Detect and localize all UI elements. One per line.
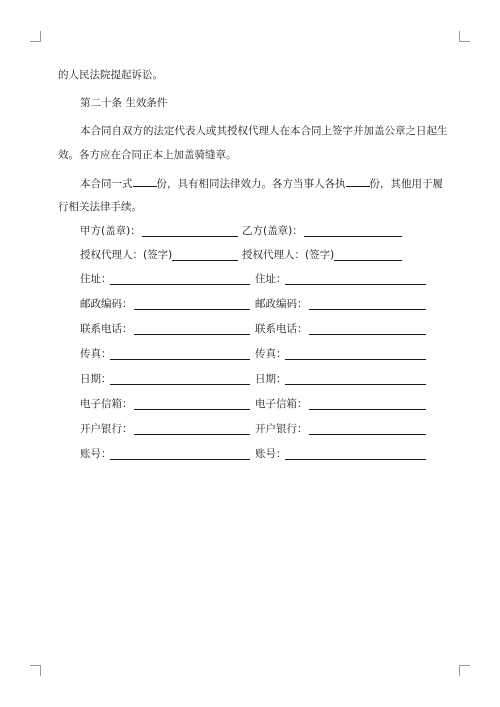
agent-a-line[interactable] (172, 260, 238, 261)
field-label-right: 联系电话： (255, 323, 308, 335)
field-label-right: 开户银行： (255, 423, 308, 435)
field-line-right[interactable] (309, 409, 426, 410)
copies-count-blank[interactable] (133, 176, 157, 187)
field-line-right[interactable] (309, 434, 426, 435)
field-line-right[interactable] (285, 384, 426, 385)
signature-row-field (80, 322, 430, 336)
field-label-right: 账号： (255, 448, 287, 460)
signature-row-field (80, 397, 430, 411)
field-line-right[interactable] (285, 359, 426, 360)
copies-text-part3: 份，其他用于履 (369, 178, 443, 190)
field-line-left[interactable] (110, 459, 250, 460)
field-label-left: 联系电话： (80, 323, 133, 335)
field-line-left[interactable] (134, 409, 250, 410)
field-label-left: 账号： (80, 448, 112, 460)
paragraph-effectiveness-line1: 本合同自双方的法定代表人或其授权代理人在本合同上签字并加盖公章之日起生 (80, 125, 448, 137)
field-line-left[interactable] (134, 434, 250, 435)
paragraph-effectiveness-line2: 效。各方应在合同正本上加盖骑缝章。 (58, 149, 237, 161)
agent-b-label: 授权代理人：(签字) (242, 249, 335, 261)
signature-row-party (80, 224, 420, 238)
previous-clause-ending: 的人民法院提起诉讼。 (58, 69, 163, 81)
signature-row-field (80, 297, 430, 311)
crop-mark-top-left (30, 31, 41, 42)
field-label-right: 电子信箱： (255, 398, 308, 410)
field-label-left: 日期： (80, 373, 112, 385)
field-label-left: 邮政编码： (80, 298, 133, 310)
field-label-right: 住址： (255, 273, 287, 285)
field-label-left: 住址： (80, 273, 112, 285)
party-a-line[interactable] (142, 236, 238, 237)
field-line-left[interactable] (134, 334, 250, 335)
field-label-left: 传真： (80, 348, 112, 360)
field-label-left: 电子信箱： (80, 398, 133, 410)
signature-row-field (80, 447, 430, 461)
paragraph-copies-line2: 行相关法律手续。 (58, 201, 142, 213)
field-line-left[interactable] (134, 309, 250, 310)
agent-a-label: 授权代理人：(签字) (80, 249, 173, 261)
crop-mark-bottom-left (30, 665, 41, 676)
signature-row-field (80, 422, 430, 436)
field-label-right: 日期： (255, 373, 287, 385)
agent-b-line[interactable] (334, 260, 402, 261)
signature-row-field (80, 347, 430, 361)
party-b-label: 乙方(盖章)： (242, 225, 303, 237)
field-line-right[interactable] (285, 284, 426, 285)
field-label-right: 传真： (255, 348, 287, 360)
signature-row-field (80, 272, 430, 286)
paragraph-copies-line1 (80, 176, 443, 191)
article-heading: 第二十条 生效条件 (80, 97, 168, 109)
crop-mark-bottom-right (459, 665, 470, 676)
field-line-left[interactable] (110, 284, 250, 285)
copies-text-part2: 份，具有相同法律效力。各方当事人各执 (156, 178, 346, 190)
copies-each-blank[interactable] (346, 176, 370, 187)
copies-text-part1: 本合同一式 (80, 178, 133, 190)
party-a-label: 甲方(盖章)： (80, 225, 141, 237)
crop-mark-top-right (459, 31, 470, 42)
field-label-left: 开户银行： (80, 423, 133, 435)
signature-row-agent (80, 248, 420, 262)
field-line-left[interactable] (110, 359, 250, 360)
field-label-right: 邮政编码： (255, 298, 308, 310)
signature-row-field (80, 372, 430, 386)
field-line-right[interactable] (285, 459, 426, 460)
field-line-left[interactable] (110, 384, 250, 385)
field-line-right[interactable] (309, 334, 426, 335)
field-line-right[interactable] (309, 309, 426, 310)
party-b-line[interactable] (304, 236, 402, 237)
